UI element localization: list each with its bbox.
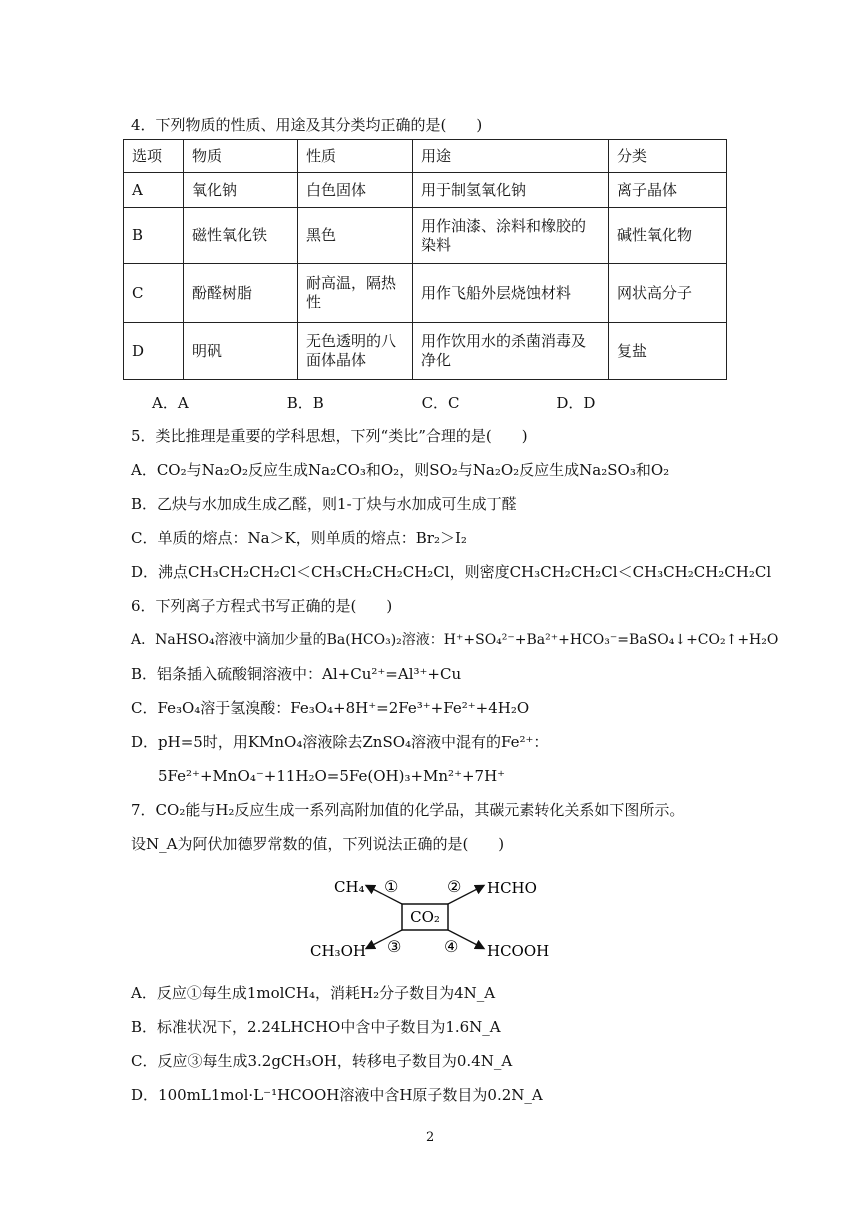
table-header-cell: 选项 xyxy=(124,140,184,173)
q5-stem: 5．类比推理是重要的学科思想，下列“类比”合理的是( ) xyxy=(131,427,528,445)
hcho-label: HCHO xyxy=(487,879,537,897)
table-header-cell: 分类 xyxy=(609,140,727,173)
table-cell: 白色固体 xyxy=(298,173,413,208)
marker-1: ① xyxy=(384,877,399,896)
table-cell: B xyxy=(124,208,184,264)
table-cell: 无色透明的八面体晶体 xyxy=(298,323,413,380)
q5-option-d[interactable]: D．沸点CH₃CH₂CH₂Cl＜CH₃CH₂CH₂CH₂Cl，则密度CH₃CH₂CH₂Cl＜CH₃CH₂CH₂CH₂Cl xyxy=(131,563,772,581)
table-header-cell: 性质 xyxy=(298,140,413,173)
table-header-row xyxy=(124,140,727,173)
hcooh-label: HCOOH xyxy=(487,942,550,960)
q6-option-a[interactable]: A．NaHSO₄溶液中滴加少量的Ba(HCO₃)₂溶液：H⁺+SO₄²⁻+Ba²⁺+HCO₃⁻=BaSO₄↓+CO₂↑+H₂O xyxy=(131,632,779,648)
table-cell: 明矾 xyxy=(184,323,298,380)
q5-option-c[interactable]: C．单质的熔点：Na＞K，则单质的熔点：Br₂＞I₂ xyxy=(131,529,467,547)
q7-option-b[interactable]: B．标准状况下，2.24LHCHO中含中子数目为1.6N_A xyxy=(131,1018,501,1036)
table-cell: 碱性氧化物 xyxy=(609,208,727,264)
q7-option-d[interactable]: D．100mL1mol·L⁻¹HCOOH溶液中含H原子数目为0.2N_A xyxy=(131,1086,543,1104)
table-cell: A xyxy=(124,173,184,208)
table-cell: D xyxy=(124,323,184,380)
table-cell: 用作饮用水的杀菌消毒及净化 xyxy=(413,323,609,380)
page-number: 2 xyxy=(426,1130,435,1145)
ch4-label: CH₄ xyxy=(334,878,365,896)
table-row xyxy=(124,264,727,323)
q4-table xyxy=(123,139,727,380)
marker-2: ② xyxy=(447,877,462,896)
q4-option-b[interactable]: B．B xyxy=(286,394,324,412)
q6-stem: 6．下列离子方程式书写正确的是( ) xyxy=(131,597,393,615)
ch3oh-label: CH₃OH xyxy=(310,942,366,960)
q5-option-a[interactable]: A．CO₂与Na₂O₂反应生成Na₂CO₃和O₂，则SO₂与Na₂O₂反应生成Na₂SO₃和O₂ xyxy=(131,461,670,479)
q7-option-c[interactable]: C．反应③每生成3.2gCH₃OH，转移电子数目为0.4N_A xyxy=(131,1052,513,1070)
table-header-cell: 用途 xyxy=(413,140,609,173)
q7-stem-line1: 7．CO₂能与H₂反应生成一系列高附加值的化学品，其碳元素转化关系如下图所示。 xyxy=(131,801,685,819)
table-cell: 酚醛树脂 xyxy=(184,264,298,323)
table-cell: C xyxy=(124,264,184,323)
marker-4: ④ xyxy=(444,937,459,956)
q6-option-c[interactable]: C．Fe₃O₄溶于氢溴酸：Fe₃O₄+8H⁺=2Fe³⁺+Fe²⁺+4H₂O xyxy=(131,699,530,717)
q4-stem: 4．下列物质的性质、用途及其分类均正确的是( ) xyxy=(131,116,483,134)
co2-label: CO₂ xyxy=(410,908,440,926)
table-cell: 用作油漆、涂料和橡胶的染料 xyxy=(413,208,609,264)
table-header-cell: 物质 xyxy=(184,140,298,173)
q4-option-d[interactable]: D．D xyxy=(556,394,596,412)
q4-option-c[interactable]: C．C xyxy=(421,394,460,412)
q4-options xyxy=(152,392,712,413)
q7-stem-line2: 设N_A为阿伏加德罗常数的值，下列说法正确的是( ) xyxy=(131,835,505,853)
q7-option-a[interactable]: A．反应①每生成1molCH₄，消耗H₂分子数目为4N_A xyxy=(131,984,496,1002)
q6-option-d-equation: 5Fe²⁺+MnO₄⁻+11H₂O=5Fe(OH)₃+Mn²⁺+7H⁺ xyxy=(158,767,506,785)
table-cell: 磁性氧化铁 xyxy=(184,208,298,264)
table-cell: 复盐 xyxy=(609,323,727,380)
marker-3: ③ xyxy=(387,937,402,956)
q4-option-a[interactable]: A．A xyxy=(152,394,189,412)
table-row xyxy=(124,208,727,264)
carbon-conversion-diagram xyxy=(305,868,565,968)
table-cell: 氧化钠 xyxy=(184,173,298,208)
table-cell: 耐高温，隔热性 xyxy=(298,264,413,323)
table-row xyxy=(124,173,727,208)
table-cell: 网状高分子 xyxy=(609,264,727,323)
q5-option-b[interactable]: B．乙炔与水加成生成乙醛，则1-丁炔与水加成可生成丁醛 xyxy=(131,495,517,513)
table-row xyxy=(124,323,727,380)
table-cell: 离子晶体 xyxy=(609,173,727,208)
q6-option-b[interactable]: B．铝条插入硫酸铜溶液中：Al+Cu²⁺=Al³⁺+Cu xyxy=(131,665,462,683)
table-cell: 用作飞船外层烧蚀材料 xyxy=(413,264,609,323)
q6-option-d[interactable]: D．pH=5时，用KMnO₄溶液除去ZnSO₄溶液中混有的Fe²⁺： xyxy=(131,733,549,751)
table-cell: 用于制氢氧化钠 xyxy=(413,173,609,208)
table-cell: 黑色 xyxy=(298,208,413,264)
